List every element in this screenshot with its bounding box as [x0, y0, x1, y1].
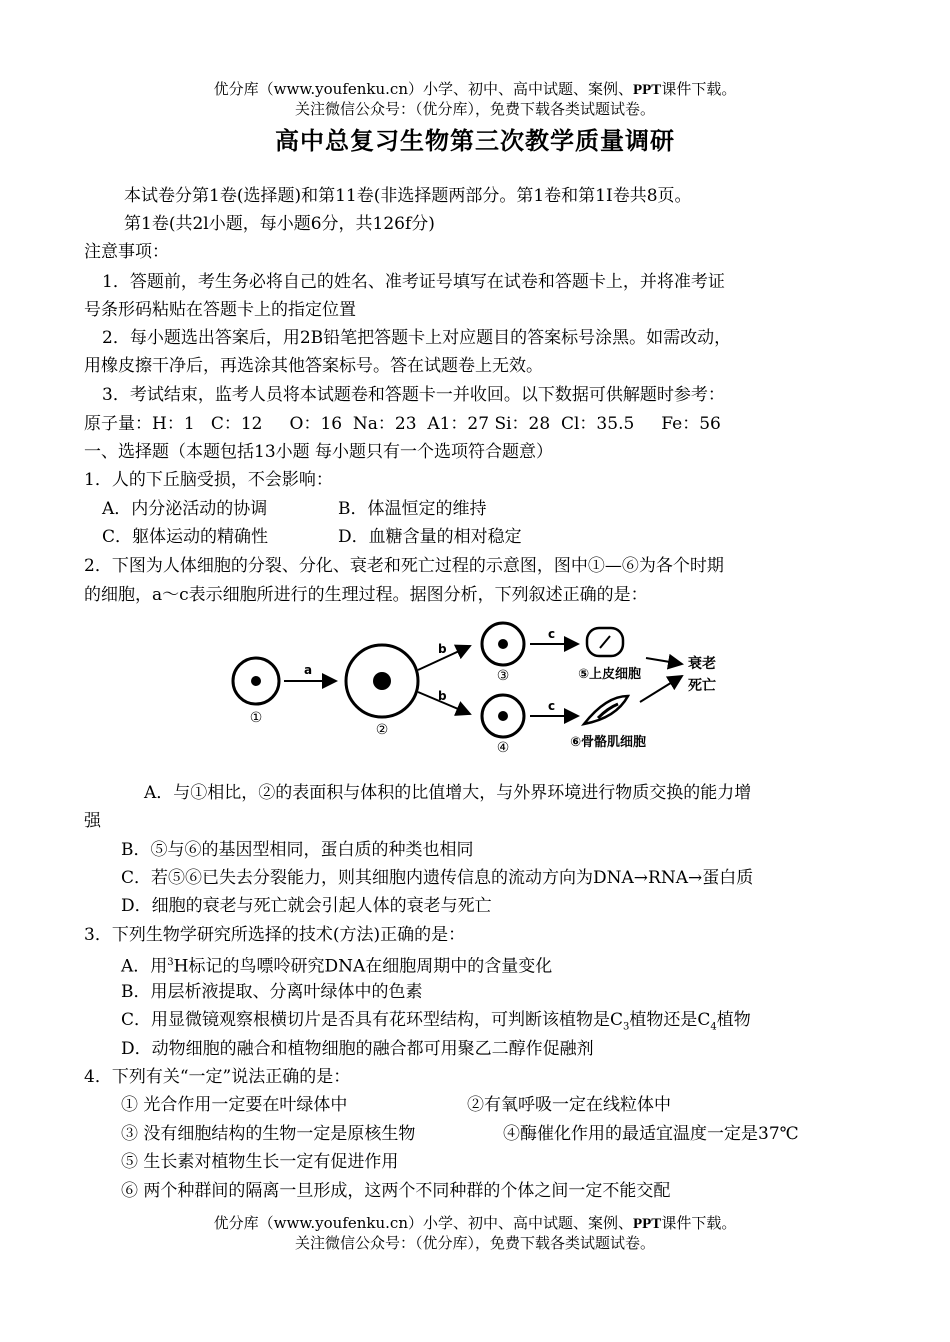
q4-statement-5: ⑤ 生长素对植物生长一定有促进作用 [121, 1152, 399, 1172]
cell-2-label: ② [375, 722, 389, 738]
q2-option-d: D．细胞的衰老与死亡就会引起人体的衰老与死亡 [121, 896, 492, 916]
q3-option-a: A．用$^3$H标记的鸟嘌呤研究DNA在细胞周期中的含量变化 [121, 956, 553, 977]
q3-option-d: D．动物细胞的融合和植物细胞的融合都可用聚乙二醇作促融剂 [121, 1039, 594, 1059]
note-1-line-1: 1．答题前，考生务必将自己的姓名、准考证号填写在试卷和答题卡上，并将准考证 [102, 272, 725, 292]
footer-line-1: 优分库（www.youfenku.cn）小学、初中、高中试题、案例、PPT课件下载。 [213, 1214, 737, 1232]
arrow-c-lower-label: c [548, 699, 556, 713]
question-2-stem-1: 2．下图为人体细胞的分裂、分化、衰老和死亡过程的示意图，图中①—⑥为各个时期 [84, 556, 724, 576]
q1-option-a: A．内分泌活动的协调 [102, 499, 268, 519]
q4-statement-3: ③ 没有细胞结构的生物一定是原核生物 [121, 1124, 416, 1144]
question-2-stem-2: 的细胞，a～c表示细胞所进行的生理过程。据图分析，下列叙述正确的是： [84, 585, 648, 605]
q4-statement-4: ④酶催化作用的最适宜温度一定是37℃ [503, 1124, 799, 1144]
cell-3-label: ③ [496, 668, 510, 684]
question-4-stem: 4．下列有关“一定”说法正确的是： [84, 1067, 351, 1087]
q1-option-b: B．体温恒定的维持 [338, 499, 487, 519]
intro-line-2: 第1卷(共2l小题，每小题6分，共126f分) [124, 214, 435, 234]
header-line-2: 关注微信公众号：（优分库），免费下载各类试题试卷。 [294, 100, 655, 118]
arrow-c-upper-label: c [548, 627, 556, 641]
q3-option-c: C．用显微镜观察根横切片是否具有花环型结构，可判断该植物是$C_3$植物还是$C_4$植物 [121, 1010, 751, 1033]
cell-5-label: ⑤上皮细胞 [578, 667, 642, 682]
q3-option-b: B．用层析液提取、分离叶绿体中的色素 [121, 982, 423, 1002]
aging-label: 衰老 [688, 656, 716, 672]
q4-statements-3-4 [121, 1121, 921, 1147]
note-2-line-2: 用橡皮擦干净后，再选涂其他答案标号。答在试题卷上无效。 [84, 356, 543, 376]
question-1-options-ab [102, 496, 902, 522]
q1-option-d: D．血糖含量的相对稳定 [338, 527, 522, 547]
q4-statements-1-2 [121, 1092, 921, 1118]
q4-statement-6: ⑥ 两个种群间的隔离一旦形成，这两个不同种群的个体之间一定不能交配 [121, 1181, 671, 1201]
section-heading: 一、选择题（本题包括13小题 每小题只有一个选项符合题意） [84, 442, 554, 462]
q1-option-c: C．躯体运动的精确性 [102, 527, 269, 547]
footer-line-2: 关注微信公众号：（优分库），免费下载各类试题试卷。 [294, 1234, 655, 1252]
question-3-stem: 3．下列生物学研究所选择的技术(方法)正确的是： [84, 925, 466, 945]
q2-option-b: B．⑤与⑥的基因型相同，蛋白质的种类也相同 [121, 840, 474, 860]
question-1-stem: 1．人的下丘脑受损，不会影响： [84, 470, 333, 490]
q4-statement-1: ① 光合作用一定要在叶绿体中 [121, 1095, 348, 1115]
cell-process-diagram [226, 618, 726, 760]
cell-4-label: ④ [496, 740, 510, 756]
q2-option-a-line-1: A．与①相比，②的表面积与体积的比值增大，与外界环境进行物质交换的能力增 [144, 783, 752, 803]
question-1-options-cd [102, 524, 902, 550]
arrow-b-upper-label: b [438, 642, 447, 656]
q4-statement-2: ②有氧呼吸一定在线粒体中 [467, 1095, 671, 1115]
atomic-weights: 原子量：H：1 C：12 O：16 Na：23 A1：27 Si：28 Cl：35.5 Fe：56 [84, 414, 721, 434]
intro-line-1: 本试卷分第1卷(选择题)和第11卷(非选择题两部分。第1卷和第1I卷共8页。 [124, 186, 692, 206]
header-line-1: 优分库（www.youfenku.cn）小学、初中、高中试题、案例、PPT课件下载。 [213, 80, 737, 98]
death-label: 死亡 [688, 678, 716, 694]
cell-6-label: ⑥骨骼肌细胞 [570, 735, 647, 750]
page-title: 高中总复习生物第三次教学质量调研 [275, 126, 675, 155]
note-1-line-2: 号条形码粘贴在答题卡上的指定位置 [84, 300, 356, 320]
q2-option-c: C．若⑤⑥已失去分裂能力，则其细胞内遗传信息的流动方向为DNA→RNA→蛋白质 [121, 868, 754, 888]
q2-option-a-line-2: 强 [84, 811, 101, 831]
arrow-b-lower-label: b [438, 689, 447, 703]
note-3: 3．考试结束，监考人员将本试题卷和答题卡一并收回。以下数据可供解题时参考： [102, 385, 725, 405]
arrow-a-label: a [303, 663, 313, 677]
notes-heading: 注意事项： [84, 242, 169, 262]
cell-1-label: ① [249, 710, 263, 726]
note-2-line-1: 2．每小题选出答案后，用2B铅笔把答题卡上对应题目的答案标号涂黑。如需改动， [102, 328, 732, 348]
